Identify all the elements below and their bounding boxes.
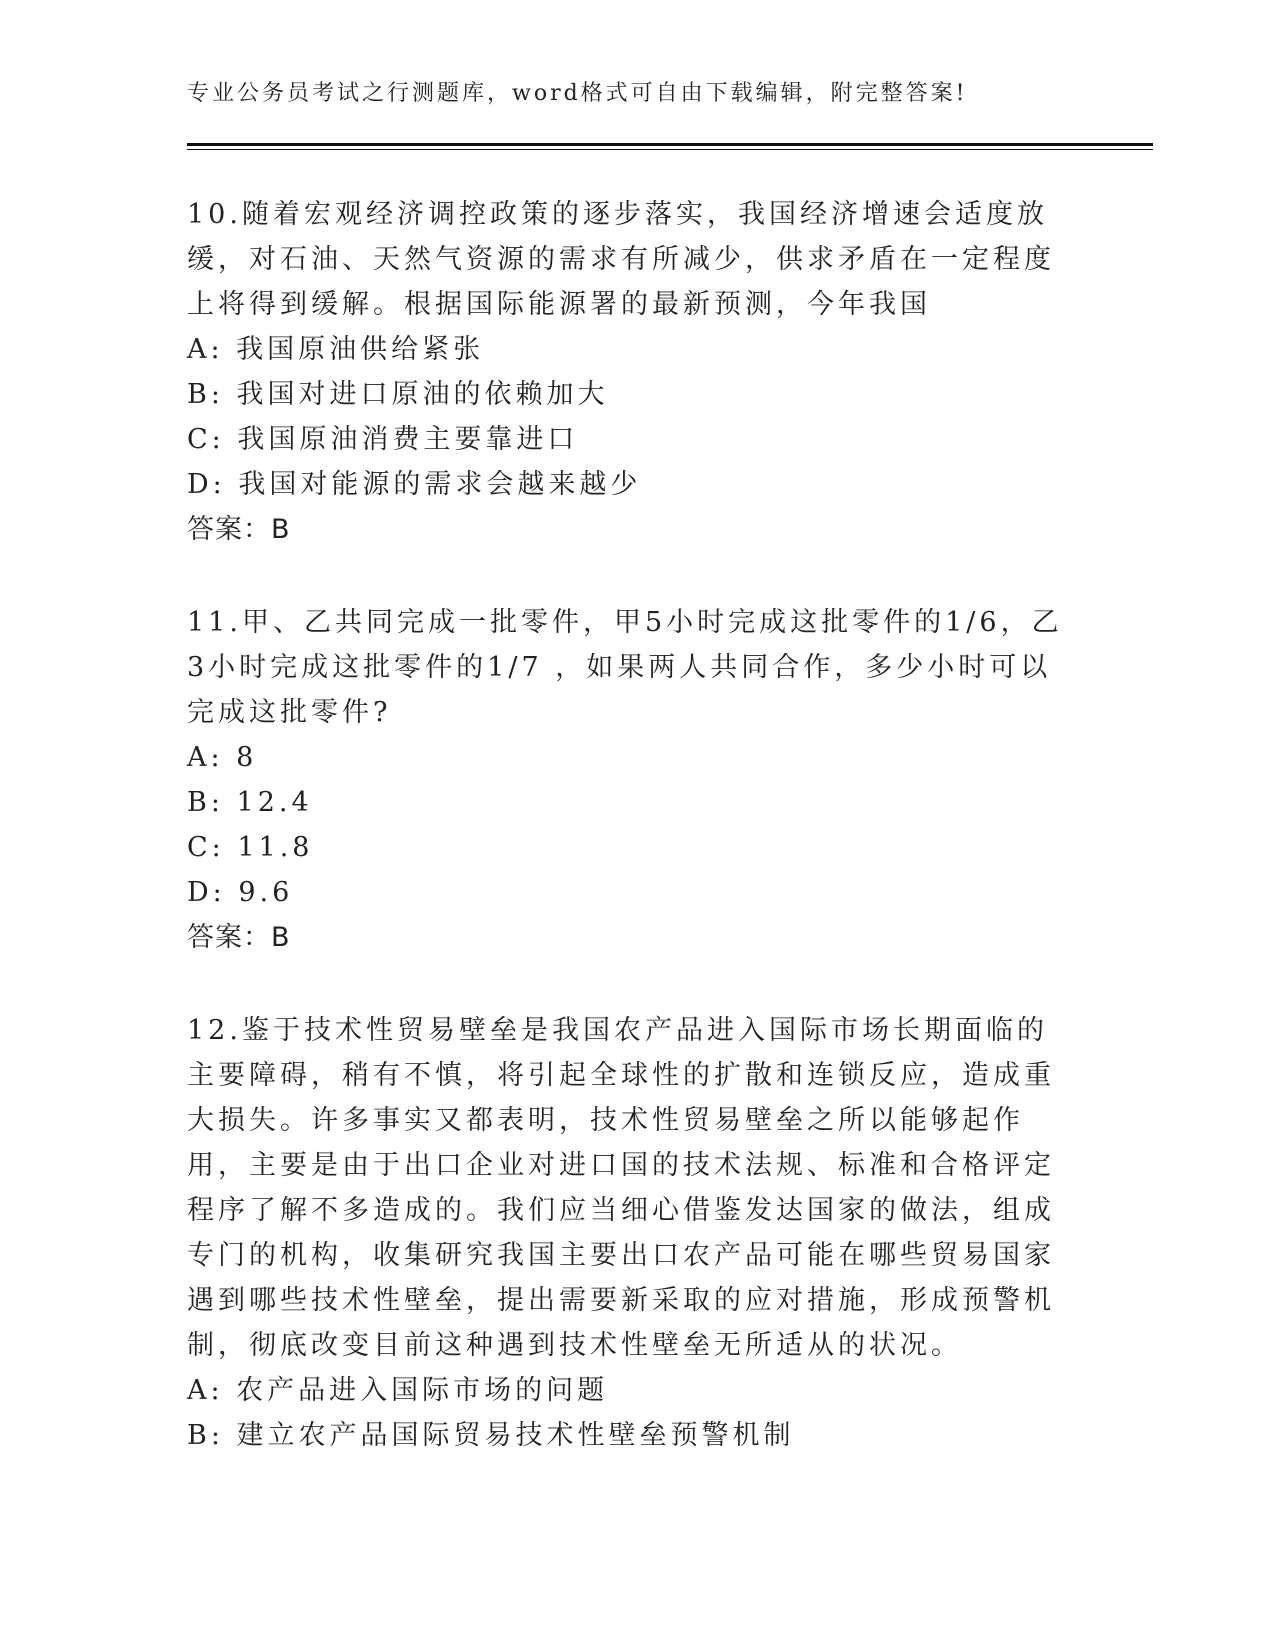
question-stem: 10.随着宏观经济调控政策的逐步落实，我国经济增速会适度放缓，对石油、天然气资源的需求有所减少，供求矛盾在一定程度上将得到缓解。根据国际能源署的最新预测，今年我国 xyxy=(187,199,1055,320)
answer-text: 答案：B xyxy=(187,514,291,545)
question-stem: 11.甲、乙共同完成一批零件，甲5小时完成这批零件的1/6，乙3小时完成这批零件的1/7 ，如果两人共同合作，多少小时可以完成这批零件? xyxy=(187,607,1063,728)
option-b: B: 12.4 xyxy=(187,787,313,818)
question-10 xyxy=(187,192,1067,552)
option-c: C: 我国原油消费主要靠进口 xyxy=(187,424,579,455)
question-11 xyxy=(187,600,1067,960)
question-12 xyxy=(187,1008,1067,1458)
header-rule-thick xyxy=(187,143,1153,146)
option-d: D: 我国对能源的需求会越来越少 xyxy=(187,469,642,500)
option-a: A: 农产品进入国际市场的问题 xyxy=(187,1375,609,1406)
header-rule-thin xyxy=(187,149,1153,150)
option-a: A: 我国原油供给紧张 xyxy=(187,334,485,365)
page-header-text: 专业公务员考试之行测题库，word格式可自由下载编辑，附完整答案! xyxy=(187,81,968,106)
answer-text: 答案：B xyxy=(187,922,291,953)
option-c: C: 11.8 xyxy=(187,832,314,863)
option-b: B: 建立农产品国际贸易技术性壁垒预警机制 xyxy=(187,1420,795,1451)
option-b: B: 我国对进口原油的依赖加大 xyxy=(187,379,609,410)
question-stem: 12.鉴于技术性贸易壁垒是我国农产品进入国际市场长期面临的主要障碍，稍有不慎，将引起全球性的扩散和连锁反应，造成重大损失。许多事实又都表明，技术性贸易壁垒之所以能够起作用，主要是由于出口企业对进口国的技术法规、标准和合格评定程序了解不多造成的。我们应当细心借鉴发达国家的做法，组成专门的机构，收集研究我国主要出口农产品可能在哪些贸易国家遇到哪些技术性壁垒，提出需要新采取的应对措施，形成预警机制，彻底改变目前这种遇到技术性壁垒无所适从的状况。 xyxy=(187,1015,1055,1361)
option-a: A: 8 xyxy=(187,742,258,773)
option-d: D: 9.6 xyxy=(187,877,294,908)
